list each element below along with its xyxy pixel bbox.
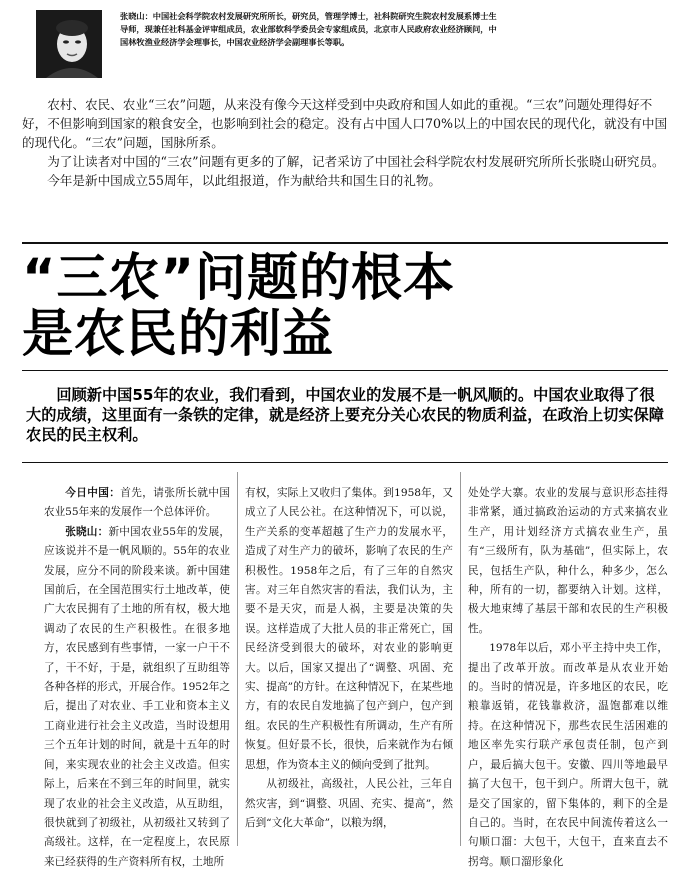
interviewer-label: 今日中国： xyxy=(65,487,121,499)
body-paragraph: 1978年以后，邓小平主持中央工作，提出了改革开放。而改革是从农业开始的。当时的情况是，许多地区的农民，吃粮靠返销，花钱靠救济，温饱都难以维持。在这种情况下，那些农民生活困难的地区率先实行联产承包责任制，包产到户，最后搞大包干。安徽、四川等地最早搞了大包干，包干到户。所谓大包干，就是交了国家的，留下集体的，剩下的全是自己的。当时，在农民中间流传着这么一句顺口溜：大包干，大包干，直来直去不拐弯。顺口溜形象化 xyxy=(468,642,668,868)
summary-block xyxy=(26,385,666,445)
summary-top-divider xyxy=(22,370,668,371)
article-column-1 xyxy=(44,484,231,868)
answer-paragraph xyxy=(44,523,230,872)
headline-line-1: “三农”问题的根本 xyxy=(22,249,456,308)
intro-paragraph: 为了让读者对中国的“三农”问题有更多的了解，记者采访了中国社会科学院农村发展研究所所长张晓山研究员。 xyxy=(47,154,665,169)
author-portrait xyxy=(36,10,102,78)
question-text: 首先，请张所长就中国农业55年来的发展作一个总体评价。 xyxy=(44,487,230,519)
column-separator xyxy=(460,472,461,846)
intro-paragraph: 今年是新中国成立55周年，以此组报道，作为献给共和国生日的礼物。 xyxy=(47,173,442,188)
headline-line-2: 是农民的利益 xyxy=(22,305,335,364)
summary-bottom-divider xyxy=(22,462,668,463)
article-column-2 xyxy=(245,484,453,846)
article-column-3 xyxy=(468,484,668,868)
section-divider xyxy=(22,242,668,244)
author-bio: 张晓山：中国社会科学院农村发展研究所所长，研究员，管理学博士，社科院研究生院农村发展系博士生导师，现兼任社科基金评审组成员，农业部软科学委员会专家组成员，北京市人民政府农业经济顾问，中国林牧渔业经济学会理事长，中国农业经济学会副理事长等职。 xyxy=(120,11,497,47)
answer-text: 新中国农业55年的发展，应该说并不是一帆风顺的。55年的农业发展，应分不同的阶段来谈。新中国建国前后，在全国范围实行土地改革，使广大农民拥有了土地的所有权，极大地调动了农民的生产积极性。在很多地方，农民感到有些事情，一家一户干不了，干不好，于是，就组织了互助组等各种各样的形式，开展合作。1952年之后，提出了对农业、手工业和资本主义工商业进行社会主义改造，当时设想用三个五年计划的时间，就是十五年的时间，来实现农业的社会主义改造。但实际上，后来在不到三年的时间里，就实现了农业的社会主义改造，从互助组，很快就到了初级社，从初级社又转到了高级社。这样，在一定程度上，农民原来已经获得的生产资料所有权，土地所 xyxy=(44,525,231,868)
body-paragraph: 有权，实际上又收归了集体。到1958年，又成立了人民公社。在这种情况下，可以说，生产关系的变革超越了生产力的发展水平，造成了对生产力的破坏，影响了农民的生产积极性。1958年之后，有了三年的自然灾害。对三年自然灾害的看法，我们认为，主要不是天灾，而是人祸，主要是决策的失误。这样造成了大批人员的非正常死亡，国民经济受到很大的破坏，对农业的影响更大。以后，国家又提出了“调整、巩固、充实、提高”的方针。在这种情况下，在某些地方，有的农民自发地搞了包产到户，包产到组。农民的生产积极性有所调动，生产有所恢复。但好景不长，很快，后来就作为右倾思想，作为资本主义的倾向受到了批判。 xyxy=(245,487,453,771)
intro-section xyxy=(22,95,670,190)
body-paragraph: 处处学大寨。农业的发展与意识形态挂得非常紧，通过搞政治运动的方式来搞农业生产，用计划经济方式搞农业生产，虽有“三级所有，队为基础”，但实际上，农民，包括生产队，种什么，种多少，怎么种，所有的一切，都要纳入计划。这样，极大地束缚了基层干部和农民的生产积极性。 xyxy=(468,487,668,635)
question-paragraph xyxy=(44,484,230,523)
intro-paragraph: 农村、农民、农业“三农”问题，从来没有像今天这样受到中央政府和国人如此的重视。“三农”问题处理得好不好，不但影响到国家的粮食安全，也影响到社会的稳定。没有占中国人口70%以上的中国农民的现代化，就没有中国的现代化。“三农”问题，国脉所系。 xyxy=(22,97,668,150)
portrait-image xyxy=(36,10,102,78)
column-separator xyxy=(237,472,238,846)
interviewee-label: 张晓山： xyxy=(65,525,109,538)
body-paragraph: 从初级社，高级社，人民公社，三年自然灾害，到“调整、巩固、充实、提高”，然后到“文化大革命”，以粮为纲， xyxy=(245,778,453,829)
summary-text: 回顾新中国55年的农业，我们看到，中国农业的发展不是一帆风顺的。中国农业取得了很大的成绩，这里面有一条铁的定律，就是经济上要充分关心农民的物质利益，在政治上切实保障农民的民主权利。 xyxy=(26,386,664,444)
